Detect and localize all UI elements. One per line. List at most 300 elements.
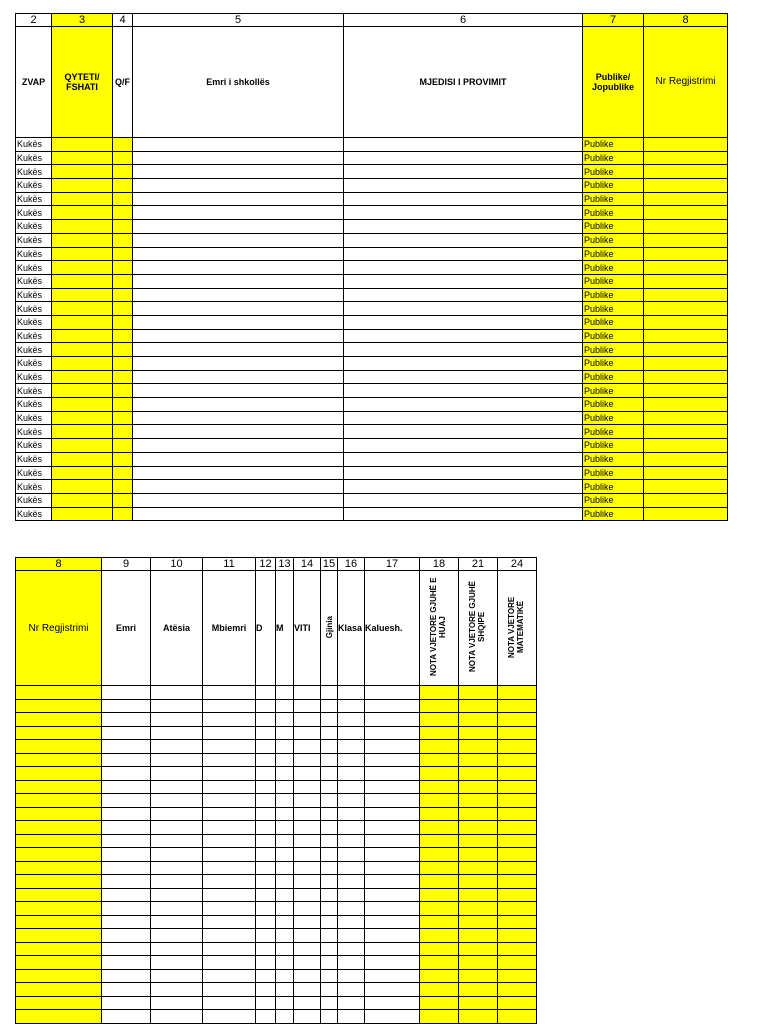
cell-zvap[interactable]: Kukës <box>16 329 52 343</box>
cell-m[interactable] <box>276 794 294 808</box>
cell-publike[interactable]: Publike <box>583 315 644 329</box>
cell-viti[interactable] <box>294 726 321 740</box>
cell-mbiemri[interactable] <box>203 875 256 889</box>
cell-nr-regjistrimi[interactable] <box>644 247 728 261</box>
cell-gjinia[interactable] <box>321 969 338 983</box>
cell-nr-regjistrimi[interactable] <box>644 179 728 193</box>
cell-gjinia[interactable] <box>321 699 338 713</box>
cell-nr-regjistrimi[interactable] <box>16 929 102 943</box>
cell-qyteti[interactable] <box>52 452 113 466</box>
cell-d[interactable] <box>256 740 276 754</box>
cell-kaluesh[interactable] <box>365 983 420 997</box>
cell-d[interactable] <box>256 807 276 821</box>
cell-viti[interactable] <box>294 699 321 713</box>
cell-qyteti[interactable] <box>52 357 113 371</box>
cell-nota-huaj[interactable] <box>420 875 459 889</box>
cell-klasa[interactable] <box>338 767 365 781</box>
cell-publike[interactable]: Publike <box>583 206 644 220</box>
cell-emri-shkolles[interactable] <box>133 261 344 275</box>
cell-nota-shqipe[interactable] <box>459 821 498 835</box>
cell-nota-matematike[interactable] <box>498 1010 537 1024</box>
cell-mjedisi[interactable] <box>344 192 583 206</box>
cell-zvap[interactable]: Kukës <box>16 452 52 466</box>
cell-m[interactable] <box>276 848 294 862</box>
cell-qyteti[interactable] <box>52 261 113 275</box>
cell-klasa[interactable] <box>338 699 365 713</box>
cell-d[interactable] <box>256 915 276 929</box>
cell-publike[interactable]: Publike <box>583 274 644 288</box>
cell-klasa[interactable] <box>338 686 365 700</box>
cell-m[interactable] <box>276 767 294 781</box>
cell-m[interactable] <box>276 956 294 970</box>
cell-klasa[interactable] <box>338 861 365 875</box>
cell-mbiemri[interactable] <box>203 726 256 740</box>
cell-zvap[interactable]: Kukës <box>16 274 52 288</box>
cell-kaluesh[interactable] <box>365 713 420 727</box>
cell-qyteti[interactable] <box>52 343 113 357</box>
cell-d[interactable] <box>256 726 276 740</box>
cell-qf[interactable] <box>113 466 133 480</box>
cell-nota-shqipe[interactable] <box>459 983 498 997</box>
cell-klasa[interactable] <box>338 713 365 727</box>
cell-kaluesh[interactable] <box>365 875 420 889</box>
cell-gjinia[interactable] <box>321 834 338 848</box>
cell-m[interactable] <box>276 929 294 943</box>
cell-nota-huaj[interactable] <box>420 753 459 767</box>
cell-nota-huaj[interactable] <box>420 780 459 794</box>
cell-qf[interactable] <box>113 411 133 425</box>
cell-nota-shqipe[interactable] <box>459 929 498 943</box>
cell-klasa[interactable] <box>338 875 365 889</box>
cell-nr-regjistrimi[interactable] <box>644 138 728 152</box>
cell-kaluesh[interactable] <box>365 740 420 754</box>
cell-nota-huaj[interactable] <box>420 861 459 875</box>
cell-mjedisi[interactable] <box>344 233 583 247</box>
cell-d[interactable] <box>256 780 276 794</box>
cell-nota-shqipe[interactable] <box>459 699 498 713</box>
cell-zvap[interactable]: Kukës <box>16 315 52 329</box>
cell-klasa[interactable] <box>338 740 365 754</box>
cell-mjedisi[interactable] <box>344 274 583 288</box>
cell-m[interactable] <box>276 726 294 740</box>
cell-atesia[interactable] <box>151 780 203 794</box>
cell-d[interactable] <box>256 969 276 983</box>
cell-atesia[interactable] <box>151 794 203 808</box>
cell-nota-huaj[interactable] <box>420 996 459 1010</box>
cell-nota-shqipe[interactable] <box>459 888 498 902</box>
cell-mjedisi[interactable] <box>344 425 583 439</box>
cell-nr-regjistrimi[interactable] <box>644 329 728 343</box>
cell-qyteti[interactable] <box>52 493 113 507</box>
cell-nota-matematike[interactable] <box>498 834 537 848</box>
cell-mbiemri[interactable] <box>203 834 256 848</box>
cell-emri[interactable] <box>102 875 151 889</box>
cell-mbiemri[interactable] <box>203 699 256 713</box>
cell-nota-matematike[interactable] <box>498 713 537 727</box>
cell-mbiemri[interactable] <box>203 956 256 970</box>
cell-mbiemri[interactable] <box>203 807 256 821</box>
cell-emri-shkolles[interactable] <box>133 357 344 371</box>
cell-qyteti[interactable] <box>52 151 113 165</box>
cell-emri[interactable] <box>102 686 151 700</box>
cell-qf[interactable] <box>113 151 133 165</box>
cell-nr-regjistrimi[interactable] <box>644 165 728 179</box>
cell-publike[interactable]: Publike <box>583 165 644 179</box>
cell-nota-shqipe[interactable] <box>459 767 498 781</box>
cell-nr-regjistrimi[interactable] <box>644 233 728 247</box>
cell-publike[interactable]: Publike <box>583 151 644 165</box>
cell-emri-shkolles[interactable] <box>133 315 344 329</box>
cell-zvap[interactable]: Kukës <box>16 138 52 152</box>
cell-mbiemri[interactable] <box>203 753 256 767</box>
cell-nota-huaj[interactable] <box>420 956 459 970</box>
cell-zvap[interactable]: Kukës <box>16 288 52 302</box>
cell-emri-shkolles[interactable] <box>133 439 344 453</box>
cell-gjinia[interactable] <box>321 996 338 1010</box>
cell-emri[interactable] <box>102 888 151 902</box>
cell-atesia[interactable] <box>151 848 203 862</box>
cell-mjedisi[interactable] <box>344 411 583 425</box>
cell-qf[interactable] <box>113 398 133 412</box>
cell-atesia[interactable] <box>151 983 203 997</box>
cell-m[interactable] <box>276 902 294 916</box>
cell-emri-shkolles[interactable] <box>133 288 344 302</box>
cell-atesia[interactable] <box>151 929 203 943</box>
cell-viti[interactable] <box>294 902 321 916</box>
cell-gjinia[interactable] <box>321 848 338 862</box>
cell-mjedisi[interactable] <box>344 315 583 329</box>
cell-kaluesh[interactable] <box>365 969 420 983</box>
cell-emri-shkolles[interactable] <box>133 138 344 152</box>
cell-nota-matematike[interactable] <box>498 861 537 875</box>
cell-emri-shkolles[interactable] <box>133 480 344 494</box>
cell-qyteti[interactable] <box>52 179 113 193</box>
cell-mbiemri[interactable] <box>203 821 256 835</box>
cell-kaluesh[interactable] <box>365 956 420 970</box>
cell-kaluesh[interactable] <box>365 780 420 794</box>
cell-mbiemri[interactable] <box>203 942 256 956</box>
cell-qf[interactable] <box>113 138 133 152</box>
cell-nr-regjistrimi[interactable] <box>644 452 728 466</box>
cell-m[interactable] <box>276 713 294 727</box>
cell-nota-huaj[interactable] <box>420 713 459 727</box>
cell-zvap[interactable]: Kukës <box>16 480 52 494</box>
cell-nr-regjistrimi[interactable] <box>16 713 102 727</box>
cell-zvap[interactable]: Kukës <box>16 165 52 179</box>
cell-qyteti[interactable] <box>52 138 113 152</box>
cell-gjinia[interactable] <box>321 726 338 740</box>
cell-qyteti[interactable] <box>52 425 113 439</box>
cell-zvap[interactable]: Kukës <box>16 466 52 480</box>
cell-mjedisi[interactable] <box>344 288 583 302</box>
cell-emri-shkolles[interactable] <box>133 247 344 261</box>
cell-emri[interactable] <box>102 956 151 970</box>
cell-mjedisi[interactable] <box>344 384 583 398</box>
cell-qf[interactable] <box>113 343 133 357</box>
cell-gjinia[interactable] <box>321 821 338 835</box>
cell-publike[interactable]: Publike <box>583 425 644 439</box>
cell-nota-matematike[interactable] <box>498 686 537 700</box>
cell-nota-matematike[interactable] <box>498 902 537 916</box>
cell-m[interactable] <box>276 821 294 835</box>
cell-publike[interactable]: Publike <box>583 480 644 494</box>
cell-kaluesh[interactable] <box>365 834 420 848</box>
cell-gjinia[interactable] <box>321 1010 338 1024</box>
cell-qyteti[interactable] <box>52 165 113 179</box>
cell-mbiemri[interactable] <box>203 740 256 754</box>
cell-klasa[interactable] <box>338 888 365 902</box>
cell-nota-matematike[interactable] <box>498 996 537 1010</box>
cell-emri-shkolles[interactable] <box>133 151 344 165</box>
cell-kaluesh[interactable] <box>365 767 420 781</box>
cell-d[interactable] <box>256 821 276 835</box>
cell-gjinia[interactable] <box>321 767 338 781</box>
cell-viti[interactable] <box>294 956 321 970</box>
cell-nota-matematike[interactable] <box>498 726 537 740</box>
cell-emri-shkolles[interactable] <box>133 274 344 288</box>
cell-emri[interactable] <box>102 726 151 740</box>
cell-emri[interactable] <box>102 699 151 713</box>
cell-m[interactable] <box>276 834 294 848</box>
cell-qf[interactable] <box>113 206 133 220</box>
cell-nota-matematike[interactable] <box>498 794 537 808</box>
cell-d[interactable] <box>256 956 276 970</box>
cell-qf[interactable] <box>113 192 133 206</box>
cell-qyteti[interactable] <box>52 233 113 247</box>
cell-nota-shqipe[interactable] <box>459 969 498 983</box>
cell-kaluesh[interactable] <box>365 753 420 767</box>
cell-gjinia[interactable] <box>321 794 338 808</box>
cell-emri[interactable] <box>102 834 151 848</box>
cell-emri[interactable] <box>102 902 151 916</box>
cell-publike[interactable]: Publike <box>583 288 644 302</box>
cell-zvap[interactable]: Kukës <box>16 302 52 316</box>
cell-mjedisi[interactable] <box>344 452 583 466</box>
cell-mjedisi[interactable] <box>344 466 583 480</box>
cell-kaluesh[interactable] <box>365 1010 420 1024</box>
cell-nota-shqipe[interactable] <box>459 942 498 956</box>
cell-publike[interactable]: Publike <box>583 357 644 371</box>
cell-nota-shqipe[interactable] <box>459 686 498 700</box>
cell-zvap[interactable]: Kukës <box>16 151 52 165</box>
cell-nota-matematike[interactable] <box>498 848 537 862</box>
cell-d[interactable] <box>256 875 276 889</box>
cell-emri-shkolles[interactable] <box>133 370 344 384</box>
cell-mbiemri[interactable] <box>203 713 256 727</box>
cell-nota-shqipe[interactable] <box>459 713 498 727</box>
cell-nr-regjistrimi[interactable] <box>16 780 102 794</box>
cell-atesia[interactable] <box>151 861 203 875</box>
cell-nota-shqipe[interactable] <box>459 780 498 794</box>
cell-zvap[interactable]: Kukës <box>16 343 52 357</box>
cell-d[interactable] <box>256 686 276 700</box>
cell-qyteti[interactable] <box>52 384 113 398</box>
cell-nota-huaj[interactable] <box>420 1010 459 1024</box>
cell-kaluesh[interactable] <box>365 807 420 821</box>
cell-nota-huaj[interactable] <box>420 794 459 808</box>
cell-qf[interactable] <box>113 370 133 384</box>
cell-publike[interactable]: Publike <box>583 370 644 384</box>
cell-klasa[interactable] <box>338 834 365 848</box>
cell-mbiemri[interactable] <box>203 983 256 997</box>
cell-nr-regjistrimi[interactable] <box>16 942 102 956</box>
cell-nota-huaj[interactable] <box>420 726 459 740</box>
cell-nr-regjistrimi[interactable] <box>644 343 728 357</box>
cell-zvap[interactable]: Kukës <box>16 261 52 275</box>
cell-viti[interactable] <box>294 753 321 767</box>
cell-m[interactable] <box>276 875 294 889</box>
cell-mjedisi[interactable] <box>344 138 583 152</box>
cell-atesia[interactable] <box>151 740 203 754</box>
cell-nota-huaj[interactable] <box>420 834 459 848</box>
cell-qf[interactable] <box>113 261 133 275</box>
cell-nota-shqipe[interactable] <box>459 848 498 862</box>
cell-mjedisi[interactable] <box>344 261 583 275</box>
cell-emri[interactable] <box>102 929 151 943</box>
cell-publike[interactable]: Publike <box>583 247 644 261</box>
cell-nr-regjistrimi[interactable] <box>644 398 728 412</box>
cell-emri-shkolles[interactable] <box>133 192 344 206</box>
cell-viti[interactable] <box>294 821 321 835</box>
cell-nota-matematike[interactable] <box>498 983 537 997</box>
cell-viti[interactable] <box>294 713 321 727</box>
cell-zvap[interactable]: Kukës <box>16 398 52 412</box>
cell-nota-huaj[interactable] <box>420 929 459 943</box>
cell-nota-huaj[interactable] <box>420 969 459 983</box>
cell-nota-huaj[interactable] <box>420 983 459 997</box>
cell-nr-regjistrimi[interactable] <box>16 848 102 862</box>
cell-qf[interactable] <box>113 179 133 193</box>
cell-nota-shqipe[interactable] <box>459 807 498 821</box>
cell-nota-shqipe[interactable] <box>459 861 498 875</box>
cell-m[interactable] <box>276 983 294 997</box>
cell-atesia[interactable] <box>151 767 203 781</box>
cell-mbiemri[interactable] <box>203 915 256 929</box>
cell-qf[interactable] <box>113 233 133 247</box>
cell-nota-matematike[interactable] <box>498 915 537 929</box>
cell-kaluesh[interactable] <box>365 888 420 902</box>
cell-nr-regjistrimi[interactable] <box>644 411 728 425</box>
cell-nota-shqipe[interactable] <box>459 1010 498 1024</box>
cell-emri[interactable] <box>102 767 151 781</box>
cell-emri-shkolles[interactable] <box>133 343 344 357</box>
cell-nr-regjistrimi[interactable] <box>644 261 728 275</box>
cell-emri[interactable] <box>102 1010 151 1024</box>
cell-viti[interactable] <box>294 915 321 929</box>
cell-qf[interactable] <box>113 493 133 507</box>
cell-nota-shqipe[interactable] <box>459 956 498 970</box>
cell-publike[interactable]: Publike <box>583 439 644 453</box>
cell-nota-shqipe[interactable] <box>459 875 498 889</box>
cell-zvap[interactable]: Kukës <box>16 206 52 220</box>
cell-kaluesh[interactable] <box>365 942 420 956</box>
cell-klasa[interactable] <box>338 848 365 862</box>
cell-qf[interactable] <box>113 220 133 234</box>
cell-viti[interactable] <box>294 969 321 983</box>
cell-m[interactable] <box>276 888 294 902</box>
cell-publike[interactable]: Publike <box>583 384 644 398</box>
cell-kaluesh[interactable] <box>365 902 420 916</box>
cell-qf[interactable] <box>113 425 133 439</box>
cell-mjedisi[interactable] <box>344 398 583 412</box>
cell-publike[interactable]: Publike <box>583 261 644 275</box>
cell-nr-regjistrimi[interactable] <box>644 507 728 521</box>
cell-gjinia[interactable] <box>321 740 338 754</box>
cell-emri[interactable] <box>102 713 151 727</box>
cell-viti[interactable] <box>294 780 321 794</box>
cell-mbiemri[interactable] <box>203 780 256 794</box>
cell-nr-regjistrimi[interactable] <box>644 493 728 507</box>
cell-nota-huaj[interactable] <box>420 902 459 916</box>
cell-kaluesh[interactable] <box>365 929 420 943</box>
cell-mbiemri[interactable] <box>203 902 256 916</box>
cell-qf[interactable] <box>113 384 133 398</box>
cell-qyteti[interactable] <box>52 370 113 384</box>
cell-mbiemri[interactable] <box>203 848 256 862</box>
cell-klasa[interactable] <box>338 902 365 916</box>
cell-atesia[interactable] <box>151 1010 203 1024</box>
cell-m[interactable] <box>276 915 294 929</box>
cell-viti[interactable] <box>294 888 321 902</box>
cell-zvap[interactable]: Kukës <box>16 425 52 439</box>
cell-qf[interactable] <box>113 480 133 494</box>
cell-viti[interactable] <box>294 848 321 862</box>
cell-mjedisi[interactable] <box>344 206 583 220</box>
cell-m[interactable] <box>276 969 294 983</box>
cell-atesia[interactable] <box>151 807 203 821</box>
cell-atesia[interactable] <box>151 699 203 713</box>
cell-d[interactable] <box>256 983 276 997</box>
cell-nota-huaj[interactable] <box>420 699 459 713</box>
cell-gjinia[interactable] <box>321 807 338 821</box>
cell-mjedisi[interactable] <box>344 357 583 371</box>
cell-nr-regjistrimi[interactable] <box>644 151 728 165</box>
cell-viti[interactable] <box>294 1010 321 1024</box>
cell-emri-shkolles[interactable] <box>133 206 344 220</box>
cell-klasa[interactable] <box>338 780 365 794</box>
cell-nr-regjistrimi[interactable] <box>16 767 102 781</box>
cell-d[interactable] <box>256 942 276 956</box>
cell-mbiemri[interactable] <box>203 969 256 983</box>
cell-nota-huaj[interactable] <box>420 740 459 754</box>
cell-viti[interactable] <box>294 875 321 889</box>
cell-d[interactable] <box>256 834 276 848</box>
cell-gjinia[interactable] <box>321 861 338 875</box>
cell-emri-shkolles[interactable] <box>133 425 344 439</box>
cell-nota-huaj[interactable] <box>420 821 459 835</box>
cell-atesia[interactable] <box>151 875 203 889</box>
cell-viti[interactable] <box>294 686 321 700</box>
cell-nota-matematike[interactable] <box>498 740 537 754</box>
cell-viti[interactable] <box>294 942 321 956</box>
cell-klasa[interactable] <box>338 1010 365 1024</box>
cell-mbiemri[interactable] <box>203 996 256 1010</box>
cell-mjedisi[interactable] <box>344 302 583 316</box>
cell-publike[interactable]: Publike <box>583 179 644 193</box>
cell-nota-huaj[interactable] <box>420 915 459 929</box>
cell-nota-shqipe[interactable] <box>459 726 498 740</box>
cell-d[interactable] <box>256 713 276 727</box>
cell-gjinia[interactable] <box>321 942 338 956</box>
cell-gjinia[interactable] <box>321 888 338 902</box>
cell-klasa[interactable] <box>338 821 365 835</box>
cell-zvap[interactable]: Kukës <box>16 370 52 384</box>
cell-nr-regjistrimi[interactable] <box>644 466 728 480</box>
cell-mbiemri[interactable] <box>203 794 256 808</box>
cell-nota-shqipe[interactable] <box>459 915 498 929</box>
cell-mbiemri[interactable] <box>203 929 256 943</box>
cell-d[interactable] <box>256 753 276 767</box>
